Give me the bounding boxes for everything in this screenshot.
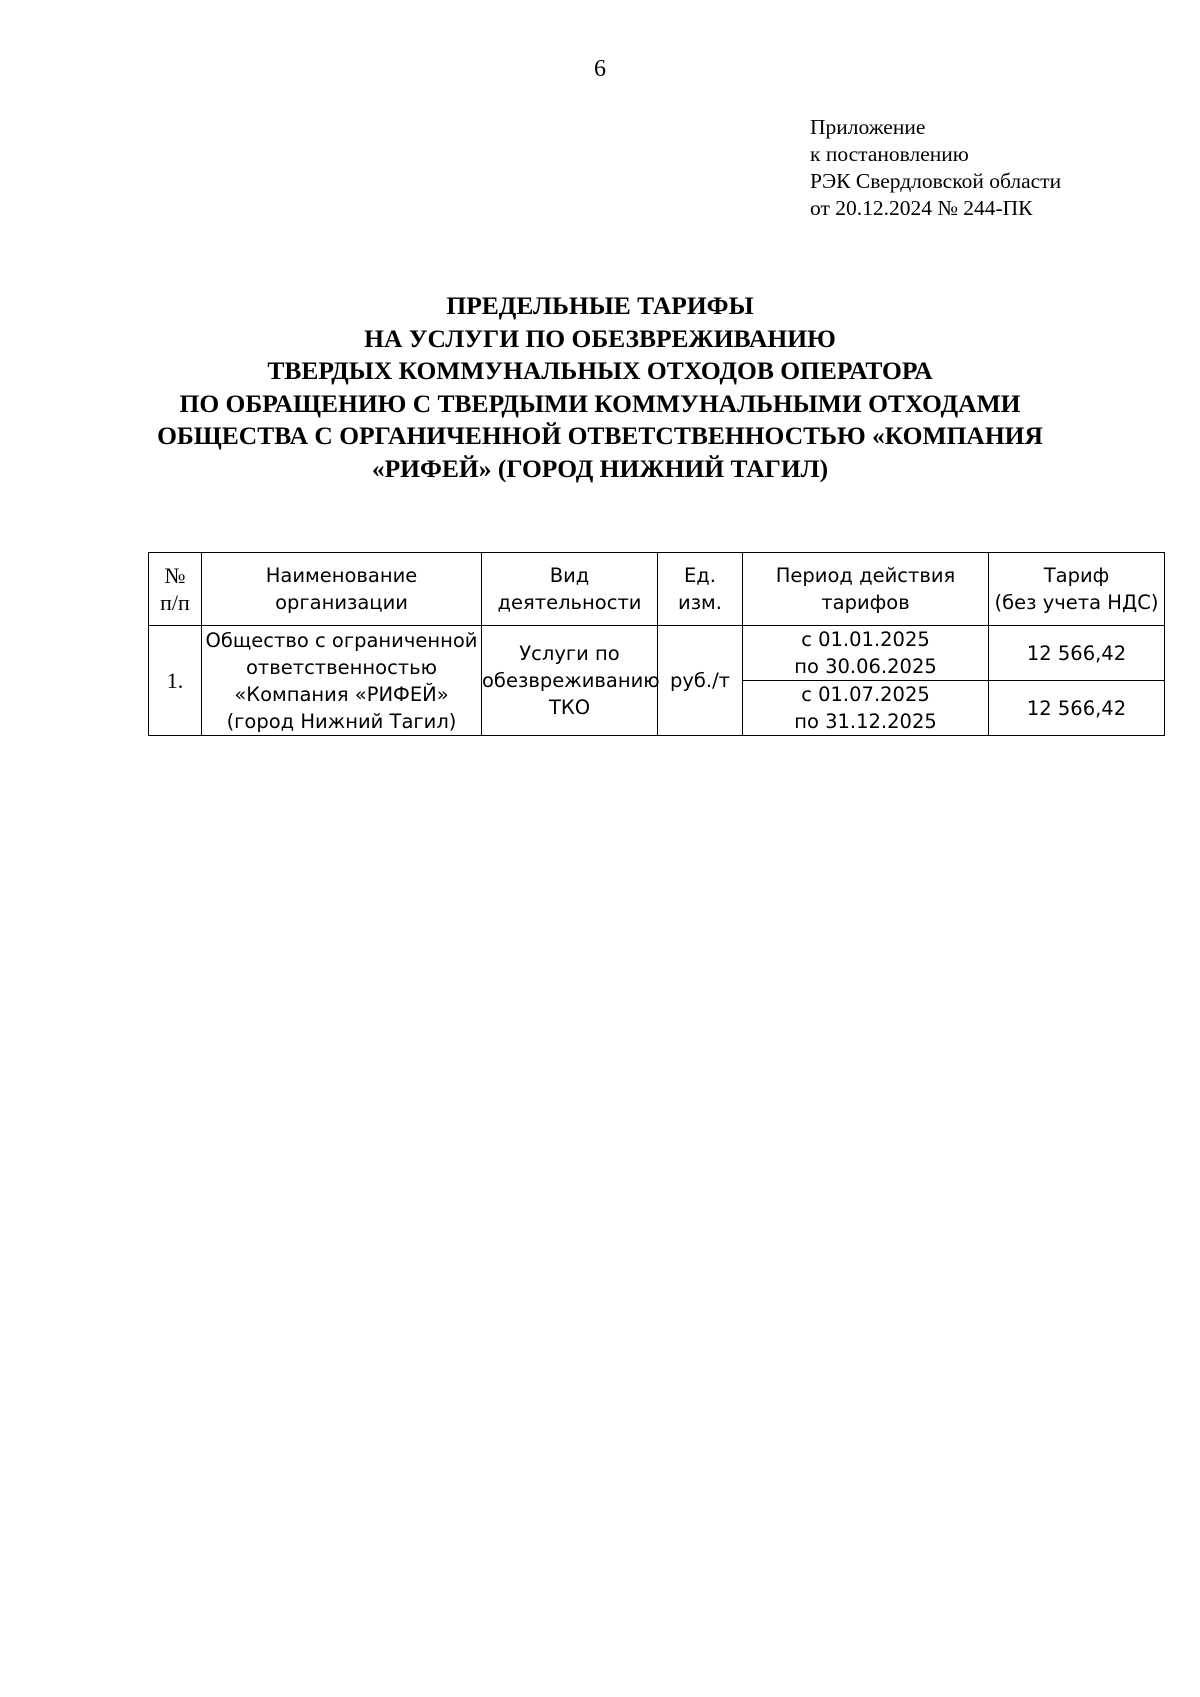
document-title bbox=[0, 290, 1200, 485]
header-activity-line: Вид bbox=[549, 564, 590, 587]
header-period bbox=[743, 553, 989, 626]
header-organization bbox=[202, 553, 482, 626]
cell-organization-line: (город Нижний Тагил) bbox=[226, 709, 457, 733]
title-line: ТВЕРДЫХ КОММУНАЛЬНЫХ ОТХОДОВ ОПЕРАТОРА bbox=[267, 356, 933, 385]
appendix-line: к постановлению bbox=[810, 142, 969, 166]
header-tariff-line: (без учета НДС) bbox=[994, 591, 1159, 614]
header-period-line: Период действия bbox=[775, 564, 956, 587]
cell-organization bbox=[202, 626, 482, 736]
header-unit-line: Ед. bbox=[683, 564, 716, 587]
header-unit bbox=[658, 553, 743, 626]
cell-period-to: по 30.06.2025 bbox=[794, 655, 937, 678]
title-line: ПРЕДЕЛЬНЫЕ ТАРИФЫ bbox=[446, 291, 754, 320]
tariff-table bbox=[148, 552, 1165, 736]
header-tariff bbox=[989, 553, 1165, 626]
header-period-line: тарифов bbox=[821, 591, 910, 614]
title-line: НА УСЛУГИ ПО ОБЕЗВРЕЖИВАНИЮ bbox=[364, 323, 836, 353]
appendix-line: Приложение bbox=[810, 115, 926, 139]
cell-period-to: по 31.12.2025 bbox=[794, 710, 937, 733]
header-num bbox=[149, 553, 202, 626]
header-activity bbox=[482, 553, 658, 626]
header-num-line: № bbox=[164, 563, 186, 588]
cell-unit: руб./т bbox=[658, 626, 743, 736]
page-number: 6 bbox=[594, 56, 606, 82]
cell-organization-line: Общество с ограниченной bbox=[205, 628, 478, 652]
title-line: ОБЩЕСТВА С ОРГАНИЧЕННОЙ ОТВЕТСТВЕННОСТЬЮ «КОМПАНИЯ bbox=[157, 421, 1043, 450]
header-unit-line: изм. bbox=[678, 591, 722, 614]
appendix-line: РЭК Свердловской области bbox=[810, 169, 1062, 193]
header-organization-line: организации bbox=[275, 591, 408, 614]
appendix-block bbox=[810, 114, 1061, 222]
cell-tariff: 12 566,42 bbox=[989, 681, 1165, 736]
cell-period-from: с 01.01.2025 bbox=[801, 628, 930, 651]
cell-period bbox=[743, 626, 989, 681]
cell-organization-line: «Компания «РИФЕЙ» bbox=[234, 682, 449, 706]
cell-tariff: 12 566,42 bbox=[989, 626, 1165, 681]
cell-activity-line: обезвреживанию bbox=[482, 669, 660, 692]
cell-organization-line: ответственностью bbox=[245, 655, 438, 679]
cell-activity-line: ТКО bbox=[548, 696, 591, 719]
title-line: ПО ОБРАЩЕНИЮ С ТВЕРДЫМИ КОММУНАЛЬНЫМИ ОТХОДАМИ bbox=[179, 388, 1021, 418]
header-tariff-line: Тариф bbox=[1043, 564, 1110, 587]
cell-activity-line: Услуги по bbox=[519, 642, 620, 665]
cell-activity bbox=[482, 626, 658, 736]
cell-num: 1. bbox=[149, 626, 202, 736]
title-line: «РИФЕЙ» (ГОРОД НИЖНИЙ ТАГИЛ) bbox=[371, 453, 829, 483]
cell-period-from: с 01.07.2025 bbox=[801, 683, 930, 706]
header-activity-line: деятельности bbox=[497, 591, 642, 614]
cell-period bbox=[743, 681, 989, 736]
appendix-line: от 20.12.2024 № 244-ПК bbox=[810, 196, 1033, 220]
table-row bbox=[149, 626, 1165, 681]
header-num-line: п/п bbox=[160, 590, 190, 615]
header-organization-line: Наименование bbox=[265, 564, 418, 587]
table-header-row bbox=[149, 553, 1165, 626]
